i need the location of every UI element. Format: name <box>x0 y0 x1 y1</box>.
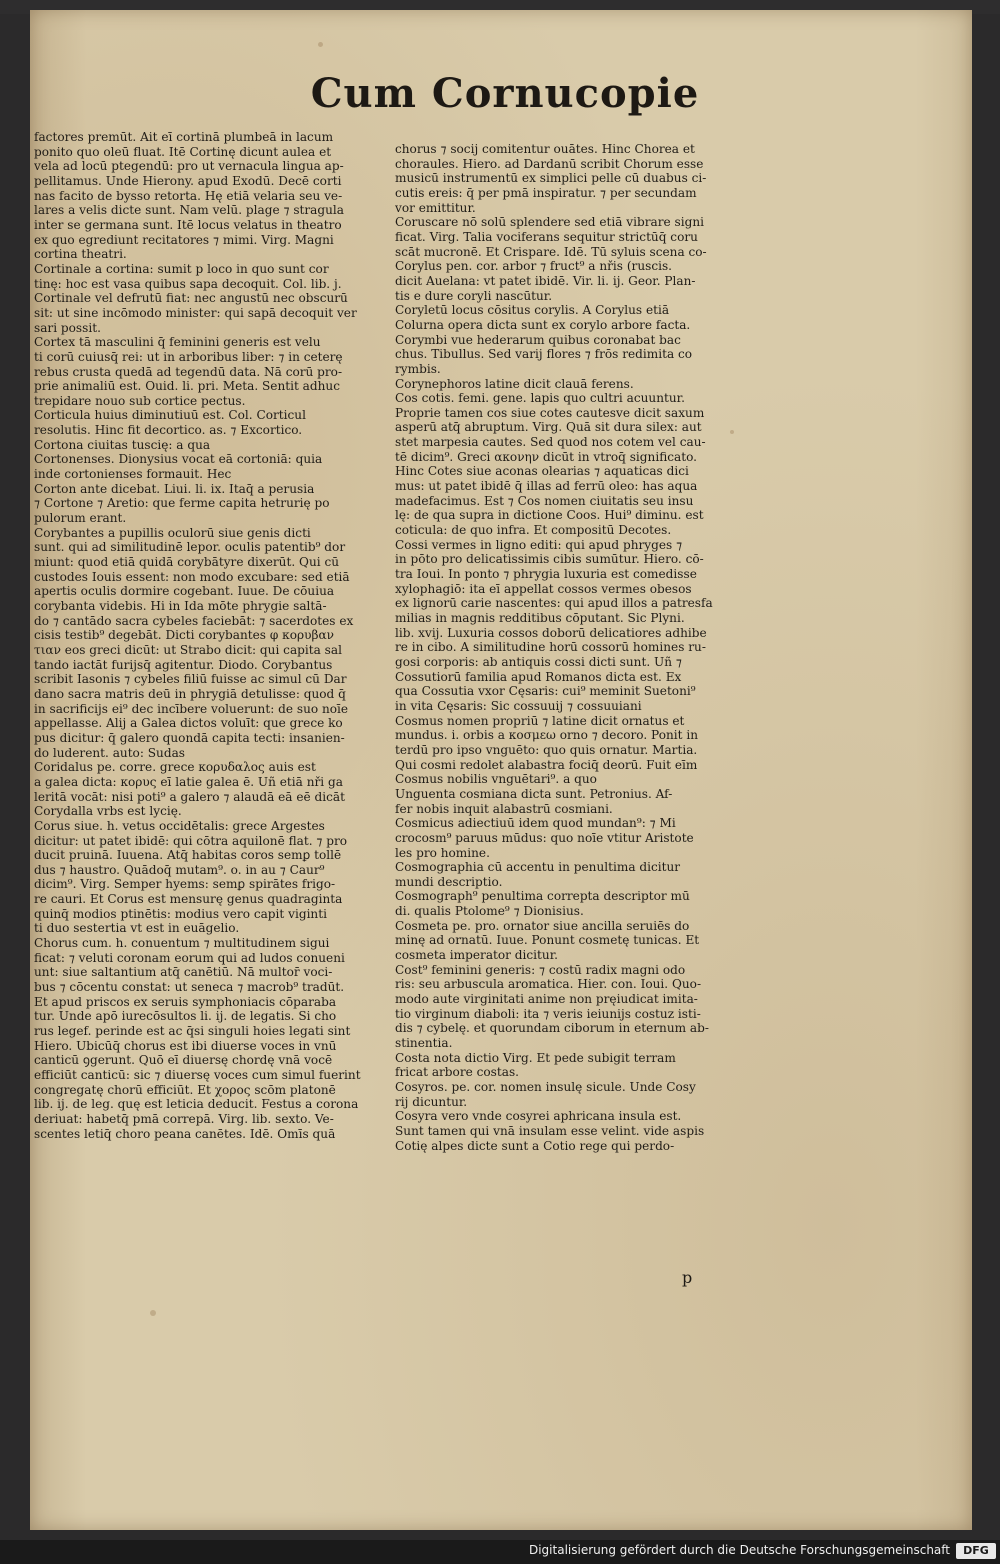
right-column-text-line: in vita Cęsaris: Sic cossuuij ⁊ cossuuiani <box>395 698 642 713</box>
left-column-text-line: apertis oculis dormire cogebant. Iuue. De cōuiua <box>34 584 335 599</box>
right-column-text-line: Corylus pen. cor. arbor ⁊ fruct⁹ a nřis (ruscis. <box>395 259 673 274</box>
left-column-text-line: resolutis. Hinc fit decortico. as. ⁊ Excortico. <box>34 423 303 438</box>
left-column-text-line: trepidare nouo sub cortice pectus. <box>34 393 246 408</box>
left-column-text-line: factores premūt. Ait eī cortinā plumbeā in lacum <box>34 130 334 144</box>
right-column-text-line: dis ⁊ cybelę. et quorundam ciborum in eternum ab- <box>395 1021 709 1036</box>
left-column-text-line: a galea dicta: κορυς eī latie galea ē. Uñ etiā nři ga <box>34 774 343 789</box>
left-column-text-line: dus ⁊ haustro. Quādoq̄ mutam⁹. o. in au ⁊ Caur⁹ <box>34 862 325 877</box>
left-column-text-line: Coridalus pe. corre. grece κορυδαλος auis est <box>34 760 316 775</box>
left-column-text-line: Hiero. Ubicūq̄ chorus est ibi diuerse voces in vnū <box>34 1038 337 1053</box>
right-column-text-line: cosmeta imperator dicitur. <box>395 948 558 963</box>
left-column-text-line: τιαν eos greci dicūt: ut Strabo dicit: qui capita sal <box>34 642 342 657</box>
left-column-text-line: leritā vocāt: nisi poti⁹ a galero ⁊ alaudā eā eē dicāt <box>34 789 345 804</box>
right-column-text-line: Cosyra vero vnde cosyrei aphricana insula est. <box>395 1109 682 1124</box>
right-column-text-line: stet marpesia cautes. Sed quod nos cotem vel cau- <box>395 435 706 450</box>
funding-notice: Digitalisierung gefördert durch die Deutsche Forschungsgemeinschaft <box>528 1543 950 1557</box>
left-column-text-line: pus dicitur: q̄ galero quondā capita tecti: insanien- <box>34 730 345 745</box>
left-column-text-line: cortina theatri. <box>34 247 127 262</box>
right-column-text-line: ex lignorū carie nascentes: qui apud illos a patresfa <box>395 596 713 611</box>
right-column-text-line: Cosmus nomen propriū ⁊ latine dicit ornatus et <box>395 713 685 728</box>
left-column-text-line: Corus siue. h. vetus occidētalis: grece Argestes <box>34 818 325 833</box>
left-column-text-line: re cauri. Et Corus est mensurę genus quadraginta <box>34 892 343 907</box>
left-column-text-line: scentes letiq̄ choro peana canētes. Idē. Omīs quā <box>34 1126 336 1141</box>
right-column-text-line: mus: ut patet ibidē q̄ illas ad ferrū oleo: has aqua <box>395 479 698 494</box>
left-column-text-line: pellitamus. Unde Hierony. apud Exodū. Decē corti <box>34 173 342 188</box>
right-column-text-line: Qui cosmi redolet alabastra fociq̄ deorū. Fuit eīm <box>395 757 698 772</box>
right-column-text-line: qua Cossutia vxor Cęsaris: cui⁹ meminit Suetoni⁹ <box>395 684 696 699</box>
right-column-text-line: coticula: de quo infra. Et compositū Decotes. <box>395 523 672 538</box>
left-column-text-line: efficiūt canticū: sic ⁊ diuersę voces cum simul fuerint <box>34 1068 361 1082</box>
right-text-column <box>395 142 785 1153</box>
left-column-text-line: pulorum erant. <box>34 511 127 526</box>
right-column-text-line: ris: seu arbuscula aromatica. Hier. con. Ioui. Quo- <box>395 977 702 992</box>
right-column-text-line: vor emittitur. <box>395 200 476 215</box>
right-column-text-line: fricat arbore costas. <box>395 1065 519 1080</box>
left-column-text-line: cisis testib⁹ degebāt. Dicti corybantes φ κορυβαν <box>34 628 334 643</box>
left-column-text-line: miunt: quod etiā quidā corybātyre dixerūt. Qui cū <box>34 555 340 570</box>
left-column-text-line: quinq̄ modios ptinētis: modius vero capit viginti <box>34 906 327 921</box>
right-column-text-line: Cotię alpes dicte sunt a Cotio rege qui perdo- <box>395 1138 675 1153</box>
left-column-text-line: dano sacra matris deū in phrygiā detulisse: quod q̄ <box>34 686 346 701</box>
left-column-text-line: ti duo sestertia vt est in euāgelio. <box>34 921 240 936</box>
right-column-text-line: stinentia. <box>395 1036 453 1051</box>
right-column-text-line: tis e dure coryli nascūtur. <box>395 288 553 303</box>
left-column-text-line: tur. Unde apō iurecōsultos li. ij. de legatis. Si cho <box>34 1009 337 1024</box>
left-column-text-line: in sacrificijs ei⁹ dec incībere voluerunt: de suo noīe <box>34 701 349 716</box>
left-column-text-line: canticū ꝯgerunt. Quō eī diuersę chordę vnā vocē <box>34 1053 333 1068</box>
right-column-text-line: asperū atq̄ abruptum. Virg. Quā sit dura silex: aut <box>395 420 702 435</box>
left-column-text-line: ti corū cuiusq̄ rei: ut in arboribus liber: ⁊ in ceterę <box>34 349 343 364</box>
left-column-text-line: do ⁊ cantādo sacra cybeles faciebāt: ⁊ sacerdotes ex <box>34 613 354 628</box>
right-column-text-line: di. qualis Ptolome⁹ ⁊ Dionisius. <box>395 904 584 919</box>
left-column-text-line: Cortinale vel defrutū fiat: nec angustū nec obscurū <box>34 291 348 306</box>
right-column-text-line: Proprie tamen cos siue cotes cautesve dicit saxum <box>395 405 705 420</box>
left-text-column <box>34 130 396 1141</box>
right-column-text-line: tra Ioui. In ponto ⁊ phrygia luxuria est comedisse <box>395 567 697 582</box>
right-column-text-line: Cosyros. pe. cor. nomen insulę sicule. Unde Cosy <box>395 1080 696 1094</box>
right-column-text-line: crocosm⁹ paruus mūdus: quo noīe vtitur Aristote <box>395 830 694 845</box>
left-column-text-line: corybanta videbis. Hi in Ida mōte phrygie saltā- <box>34 599 327 613</box>
left-column-text-line: rus legef. perinde est ac q̄si singuli hoies legati sint <box>34 1024 351 1039</box>
footer-bar <box>0 1540 1000 1564</box>
right-column-text-line: Cosmographia cū accentu in penultima dicitur <box>395 860 681 875</box>
right-column-text-line: terdū pro ipso vnguēto: quo quis ornatur. Martia. <box>395 742 698 757</box>
right-column-text-line: dicit Auelana: vt patet ibidē. Vir. li. ij. Geor. Plan- <box>395 273 696 288</box>
left-column-text-line: Cortex tā masculini q̄ feminini generis est velu <box>34 335 321 350</box>
left-column-text-line: Corydalla vrbs est lycię. <box>34 804 182 819</box>
right-column-text-line: lib. xvij. Luxuria cossos doborū delicatiores adhibe <box>395 625 707 640</box>
right-column-text-line: Sunt tamen qui vnā insulam esse velint. vide aspis <box>395 1123 705 1138</box>
right-column-text-line: tio virginum diaboli: ita ⁊ veris ieiunijs costuz isti- <box>395 1006 701 1021</box>
left-column-text-line: ponito quo oleū fluat. Itē Cortinę dicunt aulea et <box>34 144 332 159</box>
right-column-text-line: madefacimus. Est ⁊ Cos nomen ciuitatis seu insu <box>395 493 694 508</box>
right-column-text-line: Cossutiorū familia apud Romanos dicta est. Ex <box>395 669 682 684</box>
left-column-text-line: custodes Iouis essent: non modo excubare: sed etiā <box>34 569 350 584</box>
page-stain <box>150 1310 156 1316</box>
left-column-text-line: ficat: ⁊ veluti coronam eorum qui ad ludos conueni <box>34 950 345 965</box>
left-column-text-line: Chorus cum. h. conuentum ⁊ multitudinem sigui <box>34 936 330 951</box>
left-column-text-line: Corticula huius diminutiuū est. Col. Corticul <box>34 408 306 423</box>
right-column-text-line: Coruscare nō solū splendere sed etiā vibrare signi <box>395 215 704 230</box>
left-column-text-line: do luderent. auto: Sudas <box>34 745 185 760</box>
left-column-text-line: lares a velis dicte sunt. Nam velū. plage ⁊ stragula <box>34 203 344 218</box>
left-column-text-line: Cortonenses. Dionysius vocat eā cortoniā: quia <box>34 452 323 467</box>
left-column-text-line: sunt. qui ad similitudinē lepor. oculis patentib⁹ dor <box>34 540 346 555</box>
left-column-text-line: ducit pruinā. Iuuena. Atq̄ habitas coros semꝑ tollē <box>34 848 342 863</box>
right-column-text-line: minę ad ornatū. Iuue. Ponunt cosmetę tunicas. Et <box>395 933 700 948</box>
right-column-text-line: cutis ereis: q̄ per pmā inspiratur. ⁊ per secundam <box>395 185 697 200</box>
right-column-text-line: Cost⁹ feminini generis: ⁊ costū radix magni odo <box>395 962 686 977</box>
left-column-text-line: deriuat: habetq̄ pmā correpā. Virg. lib. sexto. Ve- <box>34 1111 334 1126</box>
left-column-text-line: nas facito de bysso retorta. Hę etiā velaria seu ve- <box>34 188 343 203</box>
right-column-text-line: re in cibo. A similitudine horū cossorū homines ru- <box>395 640 706 655</box>
right-column-text-line: Coryletū locus cōsitus corylis. A Corylus etiā <box>395 303 670 318</box>
right-column-text-line: Hinc Cotes siue aconas olearias ⁊ aquaticas dici <box>395 464 689 479</box>
right-column-text-line: ficat. Virg. Talia vociferans sequitur strictūq̄ coru <box>395 229 698 244</box>
right-column-text-line: chus. Tibullus. Sed varij flores ⁊ frōs redimita co <box>395 347 693 362</box>
left-column-text-line: dicitur: ut patet ibidē: qui cōtra aquilonē flat. ⁊ pro <box>34 833 348 848</box>
right-column-text-line: lę: de qua supra in dictione Coos. Hui⁹ diminu. est <box>395 508 704 523</box>
right-column-text-line: modo aute virginitati anime non pręiudicat imita- <box>395 992 698 1007</box>
right-column-text-line: Cosmeta pe. pro. ornator siue ancilla seruiēs do <box>395 918 690 933</box>
left-column-text-line: inde cortonienses formauit. Hec <box>34 467 232 482</box>
left-column-text-line: appellasse. Alij a Galea dictos voluīt: que grece ko <box>34 716 343 731</box>
left-column-text-line: Corton ante dicebat. Liui. li. ix. Itaq̄ a perusia <box>34 481 315 496</box>
right-column-text-line: scāt mucronē. Et Crispare. Idē. Tū syluis scena co- <box>395 244 707 259</box>
right-column-text-line: mundus. i. orbis a κοσμεω orno ⁊ decoro. Ponit in <box>395 728 698 743</box>
right-column-text-line: Cosmus nobilis vnguētari⁹. a quo <box>395 772 597 787</box>
left-column-text-line: Cortona ciuitas tuscię: a qua <box>34 437 211 452</box>
page-stain <box>318 42 323 47</box>
right-column-text-line: musicū instrumentū ex simplici pelle cū duabus ci- <box>395 171 707 186</box>
right-column-text-line: les pro homine. <box>395 845 490 860</box>
right-column-text-line: Unguenta cosmiana dicta sunt. Petronius. Af- <box>395 786 673 801</box>
right-column-text-line: choraules. Hiero. ad Dardanū scribit Chorum esse <box>395 156 704 171</box>
left-column-text-line: tando iactāt furijsq̄ agitentur. Diodo. Corybantus <box>34 657 333 672</box>
right-column-text-line: Colurna opera dicta sunt ex corylo arbore facta. <box>395 317 691 332</box>
left-column-text-line: bus ⁊ cōcentu constat: ut seneca ⁊ macrob⁹ tradūt. <box>34 980 345 995</box>
right-column-text-line: Cos cotis. femi. gene. lapis quo cultri acuuntur. <box>395 391 685 406</box>
right-column-text-line: tē dicim⁹. Greci ακονην dicūt in vtroq̄ significato. <box>395 449 698 464</box>
right-column-text-line: Cossi vermes in ligno editi: qui apud phryges ⁊ <box>395 537 683 552</box>
left-column-text-line: dicim⁹. Virg. Semper hyems: semꝑ spirātes frigo- <box>34 877 336 892</box>
right-column-text-line: Corynephoros latine dicit clauā ferens. <box>395 376 634 391</box>
signature-mark: p <box>682 1268 693 1287</box>
right-column-text-line: chorus ⁊ socij comitentur ouātes. Hinc Chorea et <box>395 142 695 156</box>
right-column-text-line: in pōto pro delicatissimis cibis sumūtur. Hiero. cō- <box>395 552 704 567</box>
right-column-text-line: Costa nota dictio Virg. Et pede subigit terram <box>395 1050 676 1065</box>
right-column-text-line: xylophagiō: ita eī appellat cossos vermes obesos <box>395 581 692 596</box>
dfg-logo: DFG <box>956 1543 996 1559</box>
left-column-text-line: sari possit. <box>34 320 101 335</box>
left-column-text-line: ⁊ Cortone ⁊ Aretio: que ferme capita hetrurię po <box>34 496 330 511</box>
left-column-text-line: Corybantes a pupillis oculorū siue genis dicti <box>34 525 311 540</box>
left-column-text-line: scribit Iasonis ⁊ cybeles filiū fuisse ac simul cū Dar <box>34 672 347 687</box>
right-column-text-line: Corymbi vue hederarum quibus coronabat bac <box>395 332 681 347</box>
left-column-text-line: lib. ij. de leg. quę est leticia deducit. Festus a corona <box>34 1097 359 1112</box>
left-column-text-line: vela ad locū ptegendū: pro ut vernacula lingua ap- <box>34 159 344 174</box>
left-column-text-line: prie animaliū est. Ouid. li. pri. Meta. Sentit adhuc <box>34 379 340 394</box>
left-column-text-line: Cortinale a cortina: sumit p loco in quo sunt cor <box>34 261 329 276</box>
right-column-text-line: mundi descriptio. <box>395 874 503 889</box>
left-column-text-line: tinę: hoc est vasa quibus sapa decoquit. Col. lib. j. <box>34 276 342 291</box>
left-column-text-line: Et apud priscos ex seruis symphoniacis cōparaba <box>34 994 337 1009</box>
right-column-text-line: milias in magnis redditibus cōputant. Sic Plyni. <box>395 611 685 625</box>
left-column-text-line: congregatę chorū efficiūt. Et χορος scōm platonē <box>34 1082 336 1097</box>
right-column-text-line: gosi corporis: ab antiquis cossi dicti sunt. Uñ ⁊ <box>395 654 682 669</box>
left-column-text-line: unt: siue saltantium atq̄ canētiū. Nā multor̄ voci- <box>34 965 333 980</box>
right-column-text-line: rymbis. <box>395 361 441 376</box>
right-column-text-line: rij dicuntur. <box>395 1094 468 1109</box>
left-column-text-line: ex quo egrediunt recitatores ⁊ mimi. Virg. Magni <box>34 232 334 247</box>
left-column-text-line: inter se germana sunt. Itē locus velatus in theatro <box>34 217 342 232</box>
left-column-text-line: sit: ut sine incōmodo minister: qui sapā decoquit ver <box>34 305 357 320</box>
left-column-text-line: rebus crusta quedā ad tegendū data. Nā corū pro- <box>34 364 343 379</box>
right-column-text-line: Cosmograph⁹ penultima correpta descriptor mū <box>395 889 690 904</box>
page-heading: Cum Cornucopie <box>310 70 700 117</box>
right-column-text-line: fer nobis inquit alabastrū cosmiani. <box>395 801 613 816</box>
right-column-text-line: Cosmicus adiectiuū idem quod mundan⁹: ⁊ Mi <box>395 816 676 831</box>
